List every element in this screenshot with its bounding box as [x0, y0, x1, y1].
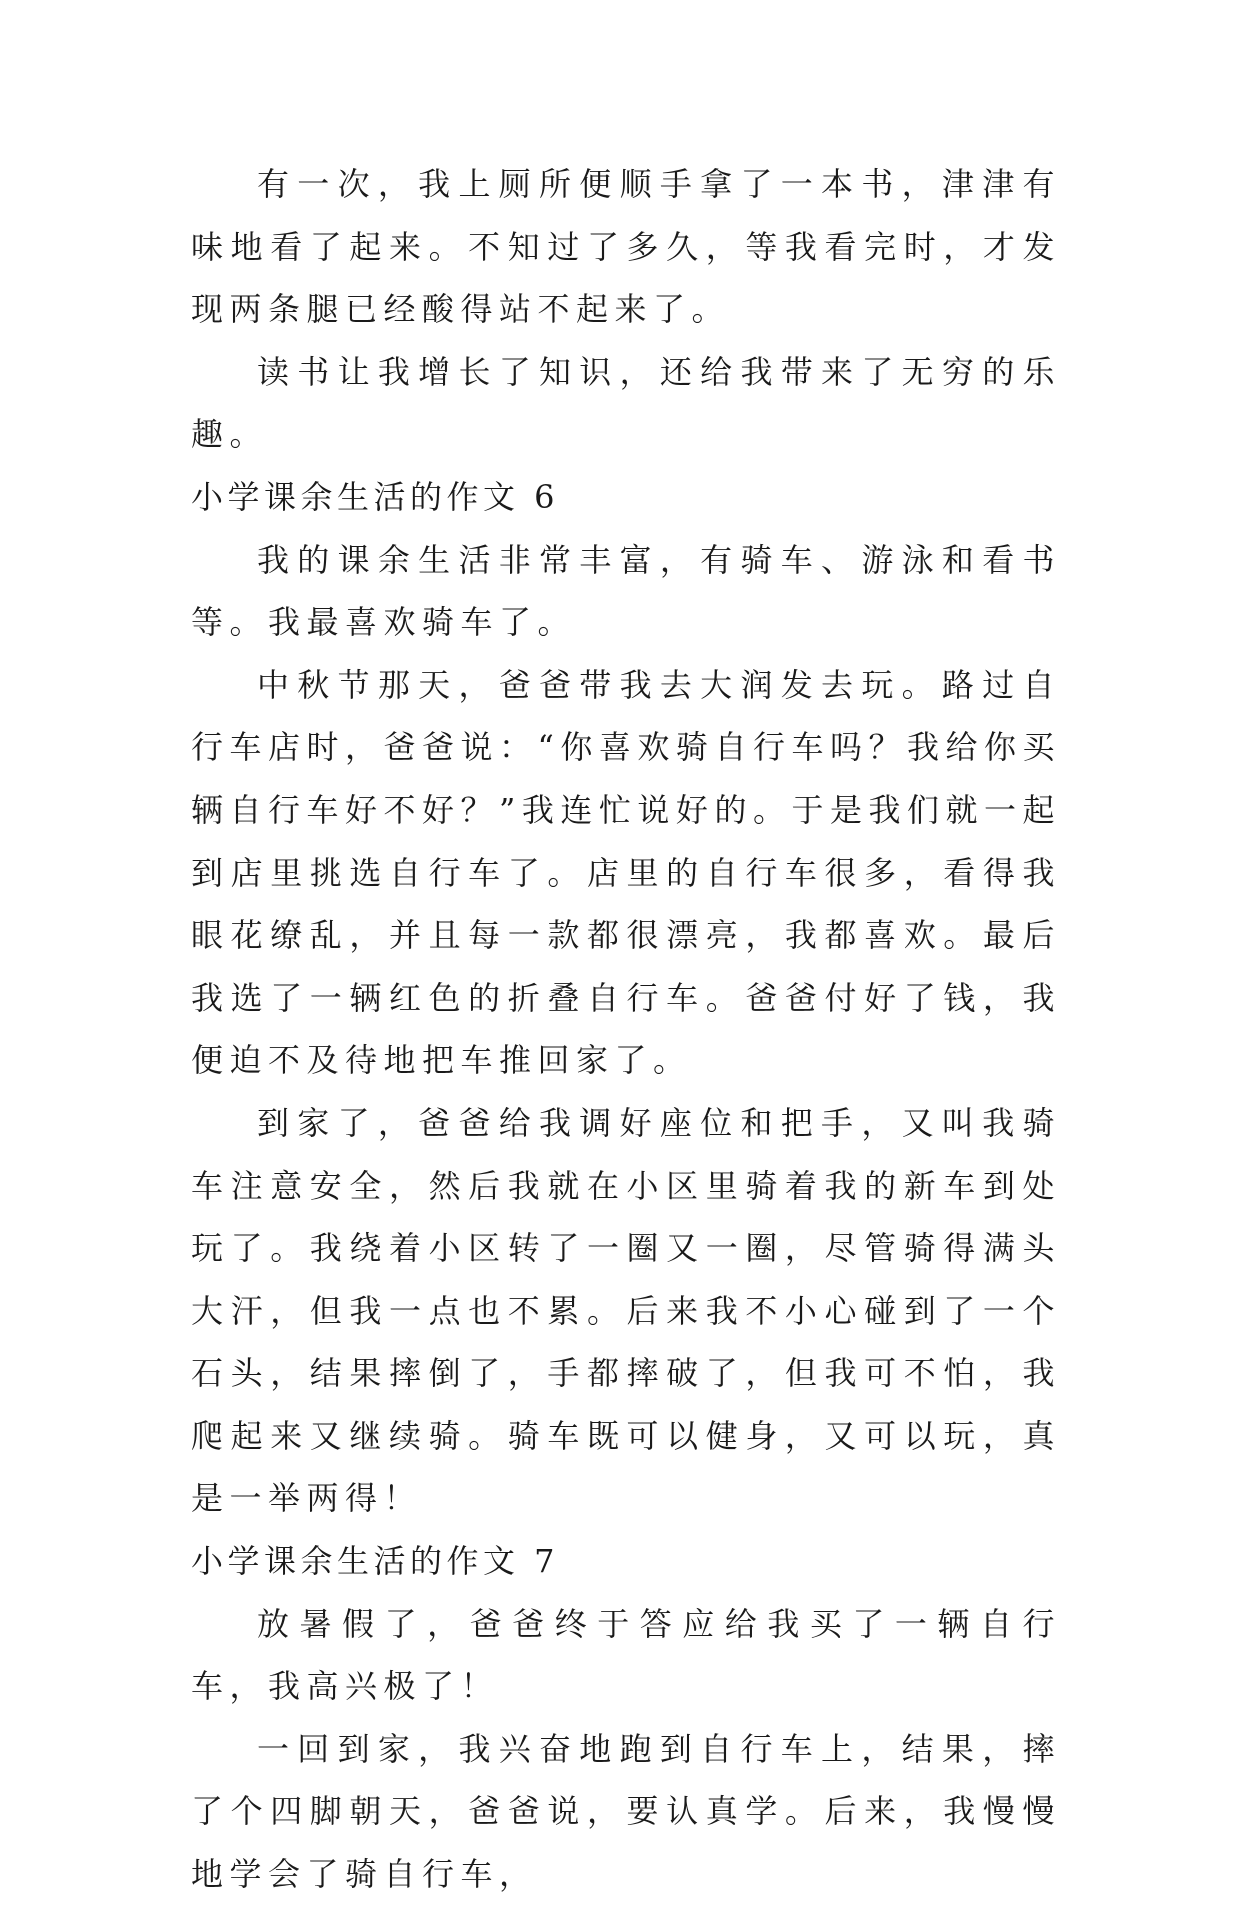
essay-heading-6: 小学课余生活的作文 6 [191, 477, 560, 516]
paragraph-reading-in-restroom: 有一次，我上厕所便顺手拿了一本书，津津有味地看了起来。不知过了多久，等我看完时，才发现两条腿已经酸得站不起来了。 [191, 165, 1061, 329]
paragraph-summer-bike: 放暑假了，爸爸终于答应给我买了一辆自行车，我高兴极了！ [191, 1604, 1061, 1706]
document-body [191, 153, 1061, 1906]
essay-heading-7: 小学课余生活的作文 7 [191, 1542, 560, 1581]
paragraph-reading-joy: 读书让我增长了知识，还给我带来了无穷的乐趣。 [191, 352, 1061, 454]
paragraph-hobbies: 我的课余生活非常丰富，有骑车、游泳和看书等。我最喜欢骑车了。 [191, 540, 1061, 642]
paragraph-riding-bike: 到家了，爸爸给我调好座位和把手，又叫我骑车注意安全，然后我就在小区里骑着我的新车到处玩了。我绕着小区转了一圈又一圈，尽管骑得满头大汗，但我一点也不累。后来我不小心碰到了一个石头，结果摔倒了，手都摔破了，但我可不怕，我爬起来又继续骑。骑车既可以健身，又可以玩，真是一举两得！ [191, 1103, 1061, 1518]
paragraph-learning-bike: 一回到家，我兴奋地跑到自行车上，结果，摔了个四脚朝天，爸爸说，要认真学。后来，我慢慢地学会了骑自行车， [191, 1729, 1061, 1894]
paragraph-buying-bike: 中秋节那天，爸爸带我去大润发去玩。路过自行车店时，爸爸说：“你喜欢骑自行车吗？我给你买辆自行车好不好？”我连忙说好的。于是我们就一起到店里挑选自行车了。店里的自行车很多，看得我眼花缭乱，并且每一款都很漂亮，我都喜欢。最后我选了一辆红色的折叠自行车。爸爸付好了钱，我便迫不及待地把车推回家了。 [191, 665, 1061, 1080]
